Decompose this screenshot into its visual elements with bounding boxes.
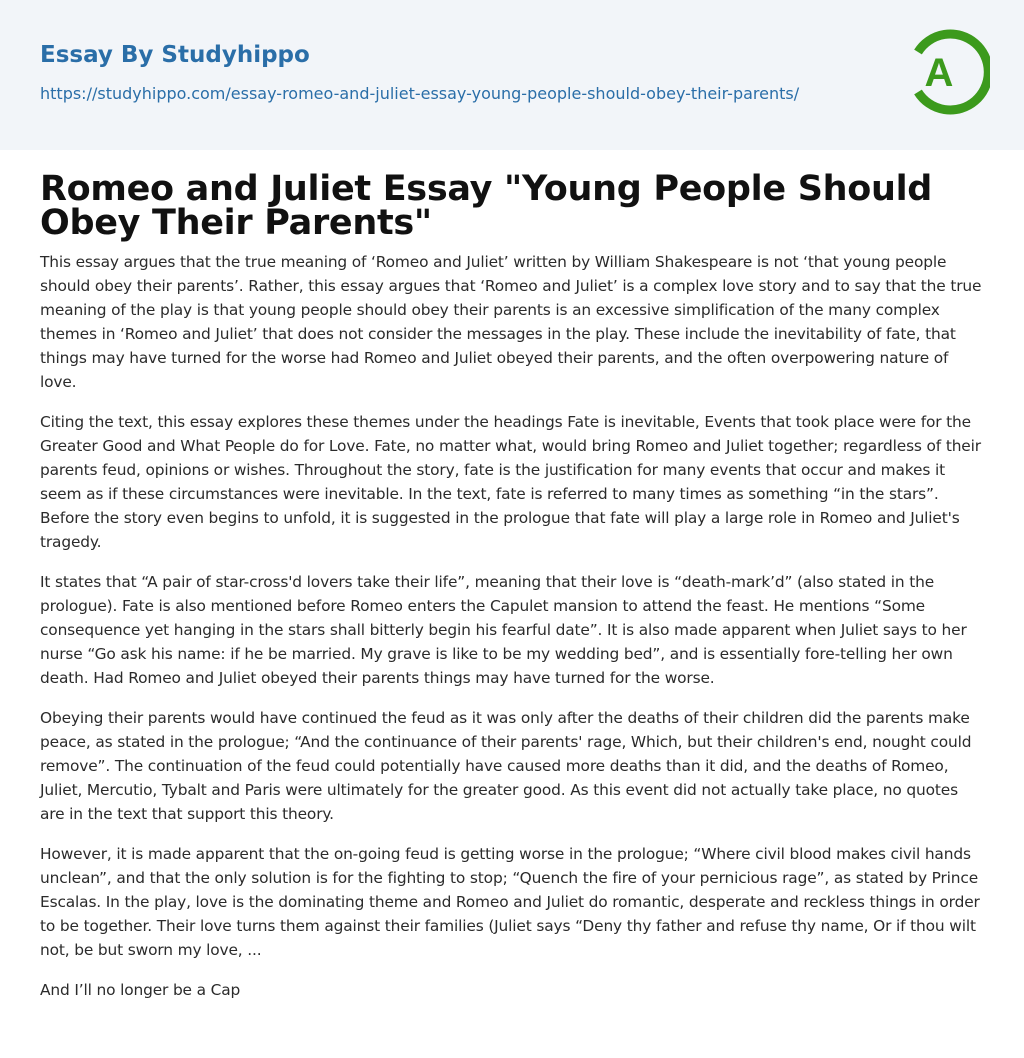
logo-graphic	[906, 28, 990, 116]
paragraph: However, it is made apparent that the on-going feud is getting worse in the prologue; “Where civil blood makes civil hands unclean”, and that the only solution is for the fighting to stop; “Quench the fire of your pernicious rage”, as stated by Prince Escalas. In the play, love is the dominating theme and Romeo and Juliet do romantic, desperate and reckless things in order to be together. Their love turns them against their families (Juliet says “Deny thy father and refuse thy name, Or if thou wilt not, be but sworn my love, ...	[40, 845, 980, 959]
site-header	[0, 0, 1024, 150]
paragraph: And I’ll no longer be a Cap	[40, 981, 241, 999]
paragraph: It states that “A pair of star-cross'd lovers take their life”, meaning that their love is “death-mark’d” (also stated in the prologue). Fate is also mentioned before Romeo enters the Capulet mansion to attend the feast. He mentions “Some consequence yet hanging in the stars shall bitterly begin his fearful date”. It is also made apparent when Juliet says to her nurse “Go ask his name: if he be married. My grave is like to be my wedding bed”, and is essentially fore-telling her own death. Had Romeo and Juliet obeyed their parents things may have turned for the worse.	[40, 573, 967, 687]
paragraph: Obeying their parents would have continued the feud as it was only after the deaths of their children did the parents make peace, as stated in the prologue; “And the continuance of their parents' rage, Which, but their children's end, nought could remove”. The continuation of the feud could potentially have caused more deaths than it did, and the deaths of Romeo, Juliet, Mercutio, Tybalt and Paris were ultimately for the greater good. As this event did not actually take place, no quotes are in the text that support this theory.	[40, 709, 972, 823]
essay-url-link[interactable]: https://studyhippo.com/essay-romeo-and-juliet-essay-young-people-should-obey-their-parents/	[40, 84, 800, 103]
page-title: Romeo and Juliet Essay "Young People Should Obey Their Parents"	[40, 169, 933, 243]
site-brand[interactable]: Essay By Studyhippo	[40, 42, 310, 68]
studyhippo-logo-icon[interactable]	[906, 28, 990, 116]
paragraph: This essay argues that the true meaning of ‘Romeo and Juliet’ written by William Shakespeare is not ‘that young people should obey their parents’. Rather, this essay argues that ‘Romeo and Juliet’ is a complex love story and to say that the true meaning of the play is that young people should obey their parents is an excessive simplification of the many complex themes in ‘Romeo and Juliet’ that does not consider the messages in the play. These include the inevitability of fate, that things may have turned for the worse had Romeo and Juliet obeyed their parents, and the often overpowering nature of love.	[40, 253, 982, 391]
article	[0, 169, 1024, 1002]
logo-letter: A	[924, 51, 954, 95]
paragraph: Citing the text, this essay explores these themes under the headings Fate is inevitable, Events that took place were for the Greater Good and What People do for Love. Fate, no matter what, would bring Romeo and Juliet together; regardless of their parents feud, opinions or wishes. Throughout the story, fate is the justification for many events that occur and makes it seem as if these circumstances were inevitable. In the text, fate is referred to many times as something “in the stars”. Before the story even begins to unfold, it is suggested in the prologue that fate will play a large role in Romeo and Juliet's tragedy.	[40, 413, 981, 551]
